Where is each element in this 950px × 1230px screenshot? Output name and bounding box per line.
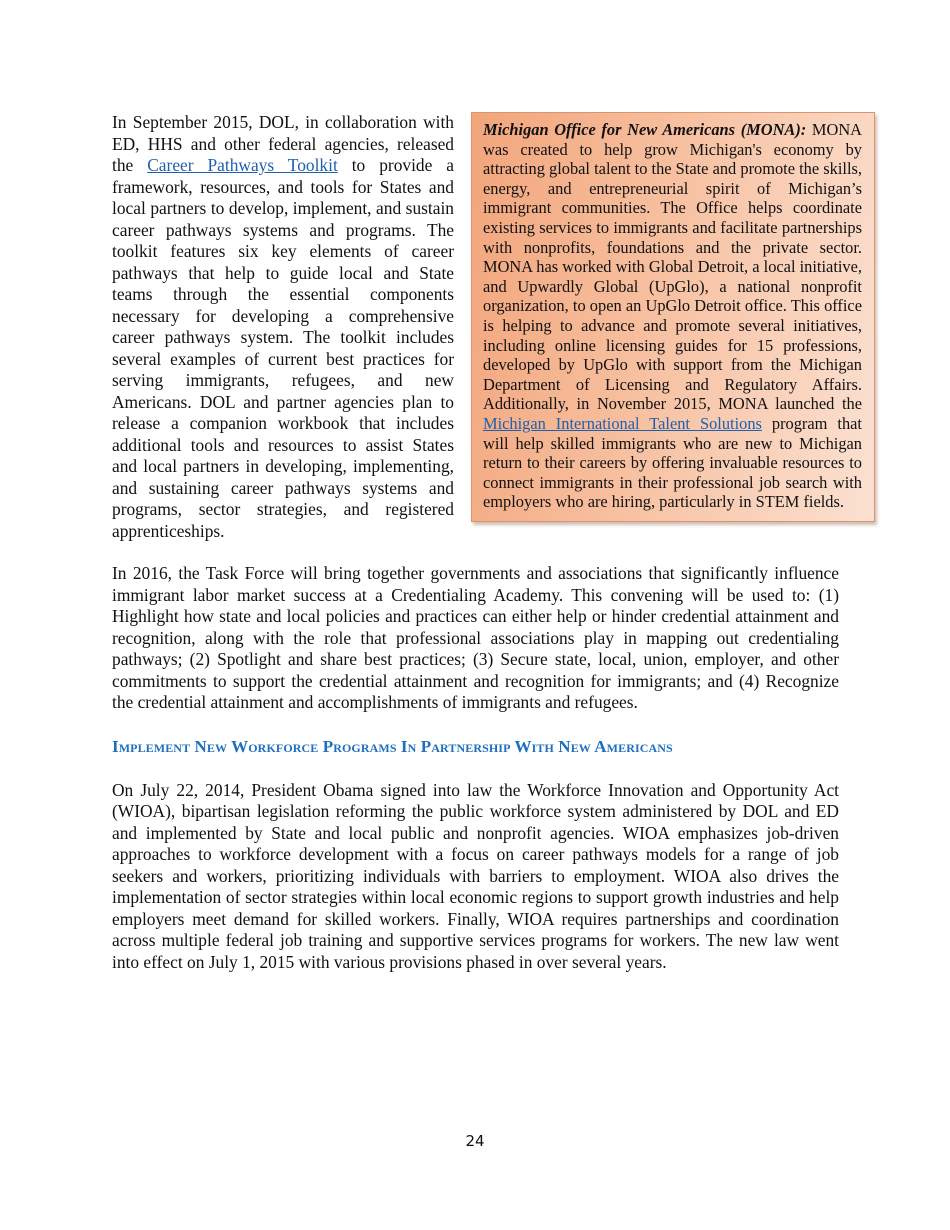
credentialing-academy-paragraph: In 2016, the Task Force will bring together governments and associations that significantly influence immigrant labor market success at a Credentialing Academy. This convening will be used to: (1) Highlight how state and local policies and practices can either help or hinder credential attainment and recognition, along with the role that professional associations play in mapping out credentialing pathways; (2) Spotlight and share best practices; (3) Secure state, local, union, employer, and other commitments to support the credential attainment and recognition for immigrants; and (4) Recognize the credential attainment and accomplishments of immigrants and refugees. [112, 563, 839, 712]
page-number: 24 [465, 1132, 485, 1150]
intro-paragraph [112, 112, 862, 542]
intro-text-end: to provide a framework, resources, and tools for States and local partners to develop, implement, and sustain career pathways systems and programs. The toolkit features six key elements of career pathways that help to guide local and State teams through the essential components necessary for developing a comprehensive career pathways system. The toolkit includes several examples of current best practices for serving immigrants, refugees, and new Americans. DOL and partner agencies plan to release a companion workbook that includes additional tools and resources to assist States and local partners in developing, implementing, and sustaining career pathways systems and programs, sector strategies, and registered apprenticeships. [112, 155, 454, 541]
career-pathways-toolkit-link[interactable]: Career Pathways Toolkit [147, 155, 338, 175]
page-content [112, 112, 862, 973]
michigan-talent-solutions-link[interactable]: Michigan International Talent Solutions [483, 413, 762, 433]
mona-sidebar-box [471, 112, 875, 522]
wioa-paragraph: On July 22, 2014, President Obama signed into law the Workforce Innovation and Opportunity Act (WIOA), bipartisan legislation reforming the public workforce system administered by DOL and ED and implemented by State and local public and nonprofit agencies. WIOA emphasizes job-driven approaches to workforce development with a focus on career pathways models for a range of job seekers and workers, prioritizing individuals with barriers to employment. WIOA also drives the implementation of sector strategies within local economic regions to support growth industries and help employers meet demand for skilled workers. Finally, WIOA requires partnerships and coordination across multiple federal job training and supportive services programs for workers. The new law went into effect on July 1, 2015 with various provisions phased in over several years. [112, 779, 839, 972]
sidebar-text-end: program that will help skilled immigrants who are new to Michigan return to their careers by offering invaluable resources to connect immigrants in their professional job search with employers who are hiring, particularly in STEM fields. [483, 413, 862, 512]
intro-text: In September 2015, DOL, in collaboration with ED, HHS and other federal agencies, released the [112, 112, 454, 175]
section-heading: Implement New Workforce Programs In Partnership With New Americans [112, 736, 673, 756]
sidebar-lead: Michigan Office for New Americans (MONA): [483, 120, 807, 139]
sidebar-text: MONA was created to help grow Michigan's economy by attracting global talent to the State and promote the skills, energy, and entrepreneurial spirit of Michigan’s immigrant communities. The Office helps coordinate existing services to immigrants and facilitate partnerships with nonprofits, foundations and the private sector. MONA has worked with Global Detroit, a local initiative, and Upwardly Global (UpGlo), a national nonprofit organization, to open an UpGlo Detroit office. This office is helping to advance and promote several initiatives, including online licensing guides for 15 professions, developed by UpGlo with support from the Michigan Department of Licensing and Regulatory Affairs. Additionally, in November 2015, MONA launched the [483, 120, 862, 414]
